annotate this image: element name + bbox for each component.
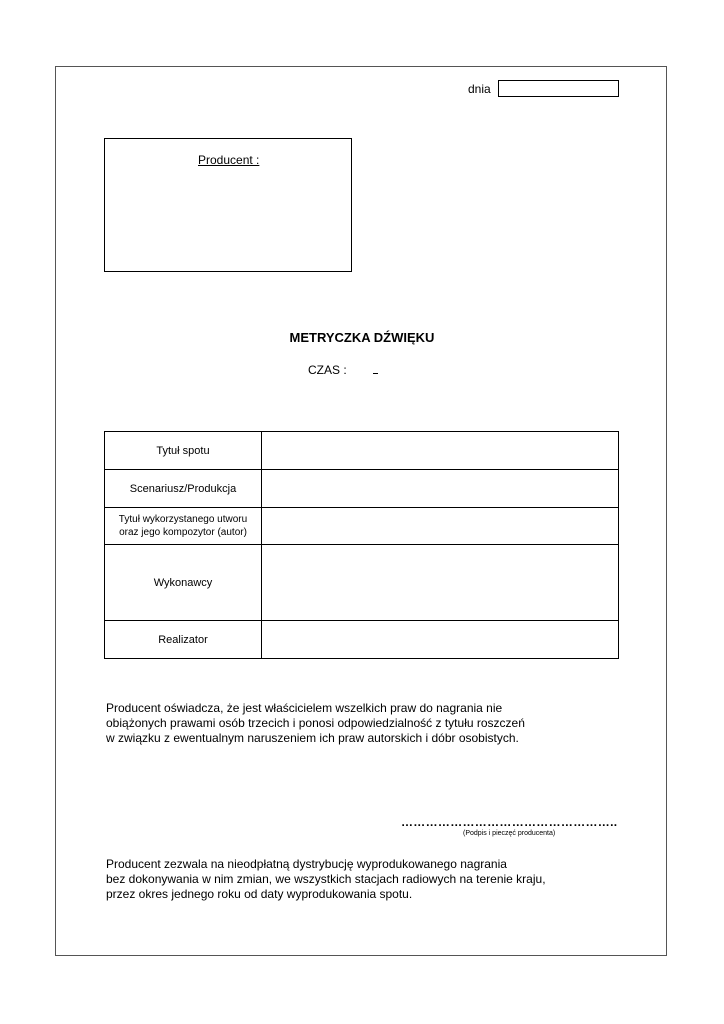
- field-value-spot-title[interactable]: [262, 432, 619, 470]
- declaration-line: Producent oświadcza, że jest właścicielem wszelkich praw do nagrania nie: [106, 701, 503, 715]
- field-label-text: Scenariusz/Produkcja: [129, 482, 237, 495]
- field-value-music-composer[interactable]: [262, 508, 619, 545]
- field-value-performers[interactable]: [262, 545, 619, 621]
- field-label-spot-title: [105, 432, 262, 470]
- permission-line: przez okres jednego roku od daty wyprodukowania spotu.: [106, 887, 413, 901]
- field-label-text-line-1: Tytuł wykorzystanego utworu: [118, 514, 248, 525]
- field-label-script-production: [105, 470, 262, 508]
- field-value-script-production[interactable]: [262, 470, 619, 508]
- permission-paragraph: [106, 857, 546, 902]
- table-row-performers: [105, 545, 619, 621]
- field-label-performers: [105, 545, 262, 621]
- producer-label: Producent :: [198, 153, 260, 167]
- table-row-music-composer: [105, 508, 619, 545]
- field-label-sound-engineer: [105, 621, 262, 659]
- table-row-spot-title: [105, 432, 619, 470]
- field-label-text: Wykonawcy: [153, 576, 213, 589]
- field-value-sound-engineer[interactable]: [262, 621, 619, 659]
- time-label: CZAS :: [308, 363, 347, 377]
- field-label-text-line-2: oraz jego kompozytor (autor): [119, 527, 247, 538]
- time-value-mark: [373, 373, 378, 374]
- metadata-table: [104, 431, 619, 659]
- declaration-line: obiążonych prawami osób trzecich i ponosi odpowiedzialność z tytułu roszczeń: [106, 716, 525, 730]
- permission-line: bez dokonywania w nim zmian, we wszystkich stacjach radiowych na terenie kraju,: [106, 872, 546, 886]
- permission-line: Producent zezwala na nieodpłatną dystrybucję wyprodukowanego nagrania: [106, 857, 507, 871]
- date-label: dnia: [468, 82, 491, 96]
- table-row-sound-engineer: [105, 621, 619, 659]
- document-title-text: METRYCZKA DŹWIĘKU: [289, 330, 435, 345]
- declaration-paragraph: [106, 701, 546, 746]
- table-row-script-production: [105, 470, 619, 508]
- date-field[interactable]: [498, 80, 619, 97]
- declaration-line: w związku z ewentualnym naruszeniem ich praw autorskich i dóbr osobistych.: [106, 731, 519, 745]
- signature-caption: (Podpis i pieczęć producenta): [463, 830, 556, 837]
- field-label-text: Realizator: [158, 633, 208, 646]
- field-label-music-composer: [105, 508, 262, 545]
- field-label-text: Tytuł spotu: [156, 444, 210, 457]
- document-title: [0, 330, 724, 345]
- signature-line[interactable]: ……………………………………………..: [401, 815, 618, 829]
